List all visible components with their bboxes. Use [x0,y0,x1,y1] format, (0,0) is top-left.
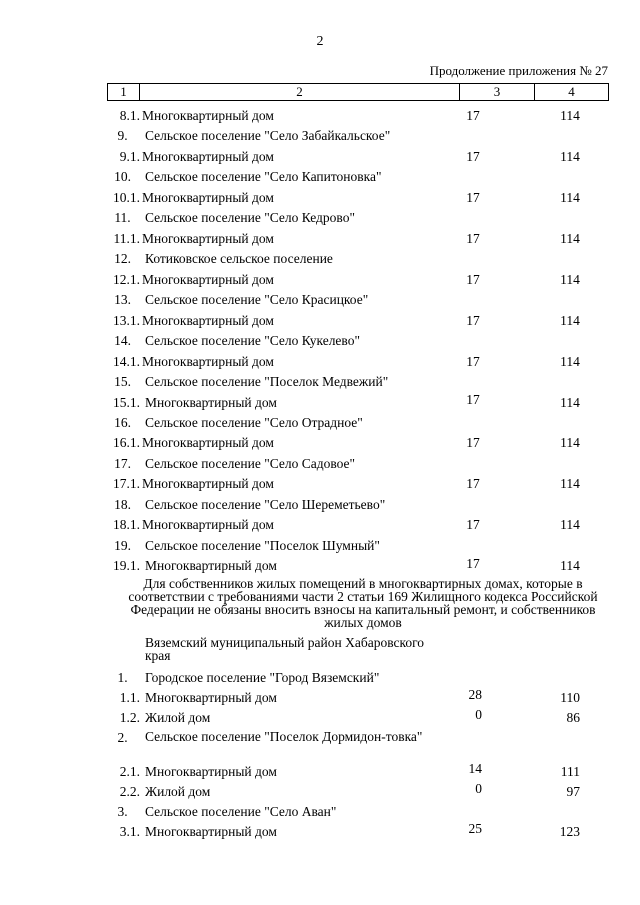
row-col-3: 17 [466,190,480,205]
row-col-3: 17 [466,476,480,491]
row-name: Многоквартирный дом [145,690,277,705]
row-number: 11. [114,210,131,225]
row-name: Многоквартирный дом [142,517,274,532]
row-name: Сельское поселение "Село Капитоновка" [145,169,382,184]
header-col-2: 2 [140,84,460,100]
row-name: Сельское поселение "Село Красицкое" [145,292,369,307]
header-col-3: 3 [460,84,535,100]
row-number: 16. [114,415,131,430]
row-col-4: 114 [560,313,580,328]
row-name: Многоквартирный дом [142,272,274,287]
row-number: 1.2. [119,710,140,725]
header-col-1: 1 [108,84,140,100]
row-number: 10.1. [113,190,140,205]
row-number: 2.1. [119,764,140,779]
row-col-3: 17 [466,108,480,123]
row-name: Сельское поселение "Село Шереметьево" [145,497,386,512]
row-name: Многоквартирный дом [142,354,274,369]
row-col-3: 17 [466,354,480,369]
row-number: 12.1. [113,272,140,287]
row-name: Сельское поселение "Поселок Медвежий" [145,374,389,389]
row-col-3: 0 [475,781,482,796]
row-name: Многоквартирный дом [142,108,274,123]
row-col-4: 114 [560,395,580,410]
row-col-4: 111 [560,764,580,779]
row-name: Многоквартирный дом [142,435,274,450]
row-name: Многоквартирный дом [142,231,274,246]
row-number: 17. [114,456,131,471]
row-name: Сельское поселение "Село Садовое" [145,456,356,471]
row-name: Сельское поселение "Село Забайкальское" [145,128,391,143]
row-col-3: 17 [466,313,480,328]
row-col-4: 114 [560,354,580,369]
row-col-3: 14 [468,761,482,776]
row-col-4: 114 [560,435,580,450]
row-name: Многоквартирный дом [142,476,274,491]
row-number: 10. [114,169,131,184]
row-name: Многоквартирный дом [142,149,274,164]
row-number: 14.1. [113,354,140,369]
row-number: 11.1. [113,231,140,246]
row-col-3: 25 [468,821,482,836]
row-number: 12. [114,251,131,266]
row-number: 19. [114,538,131,553]
row-col-4: 86 [566,710,580,725]
row-number: 13. [114,292,131,307]
row-number: 1.1. [119,690,140,705]
row-number: 2.2. [119,784,140,799]
row-col-4: 110 [560,690,580,705]
row-col-4: 114 [560,476,580,491]
row-number: 9.1. [119,149,140,164]
row-name: Многоквартирный дом [145,395,277,410]
row-col-3: 17 [466,272,480,287]
row-number: 14. [114,333,131,348]
row-col-3: 28 [468,687,482,702]
row-number: 19.1. [113,558,140,573]
section-note: Для собственников жилых помещений в многоквартирных домах, которые в соответствии с требованиями части 2 статьи 169 Жилищного кодекса Российской Федерации не обязаны вносить взносы на капитальный ремонт, и собственников жилых домов [128,576,598,630]
row-name: Многоквартирный дом [142,190,274,205]
row-col-4: 114 [560,108,580,123]
row-name: Многоквартирный дом [145,558,277,573]
row-name: Многоквартирный дом [145,764,277,779]
row-col-4: 114 [560,231,580,246]
row-number: 18.1. [113,517,140,532]
row-col-4: 114 [560,558,580,573]
row-col-4: 114 [560,190,580,205]
district-heading: Вяземский муниципальный район Хабаровского края [145,635,425,663]
row-name: Сельское поселение "Село Кедрово" [145,210,355,225]
row-col-4: 114 [560,517,580,532]
row-col-3: 0 [475,707,482,722]
row-name: Сельское поселение "Село Кукелево" [145,333,360,348]
row-col-3: 17 [466,556,480,571]
header-col-4: 4 [568,84,575,99]
row-col-4: 114 [560,272,580,287]
row-name: Многоквартирный дом [142,313,274,328]
row-name: Сельское поселение "Поселок Шумный" [145,538,380,553]
row-number: 3. [117,804,128,819]
row-number: 15.1. [113,395,140,410]
row-number: 1. [117,670,128,685]
row-name: Жилой дом [145,710,211,725]
page-number: 2 [316,34,324,49]
row-number: 18. [114,497,131,512]
row-number: 2. [117,730,128,745]
row-col-4: 123 [559,824,580,839]
row-number: 9. [117,128,128,143]
row-name: Городское поселение "Город Вяземский" [145,670,380,685]
row-number: 17.1. [113,476,140,491]
row-col-4: 97 [566,784,580,799]
row-number: 3.1. [119,824,140,839]
continuation-label: Продолжение приложения № 27 [429,63,608,78]
row-number: 16.1. [113,435,140,450]
row-name: Многоквартирный дом [145,824,277,839]
row-name: Сельское поселение "Поселок Дормидон-товка" [145,729,423,744]
row-name: Сельское поселение "Село Отрадное" [145,415,363,430]
row-name: Сельское поселение "Село Аван" [145,804,337,819]
row-col-3: 17 [466,149,480,164]
row-number: 13.1. [113,313,140,328]
row-number: 8.1. [119,108,140,123]
row-col-4: 114 [560,149,580,164]
row-col-3: 17 [466,517,480,532]
row-col-3: 17 [466,392,480,407]
row-col-3: 17 [466,231,480,246]
row-number: 15. [114,374,131,389]
row-col-3: 17 [466,435,480,450]
row-name: Котиковское сельское поселение [145,251,333,266]
row-name: Жилой дом [145,784,211,799]
